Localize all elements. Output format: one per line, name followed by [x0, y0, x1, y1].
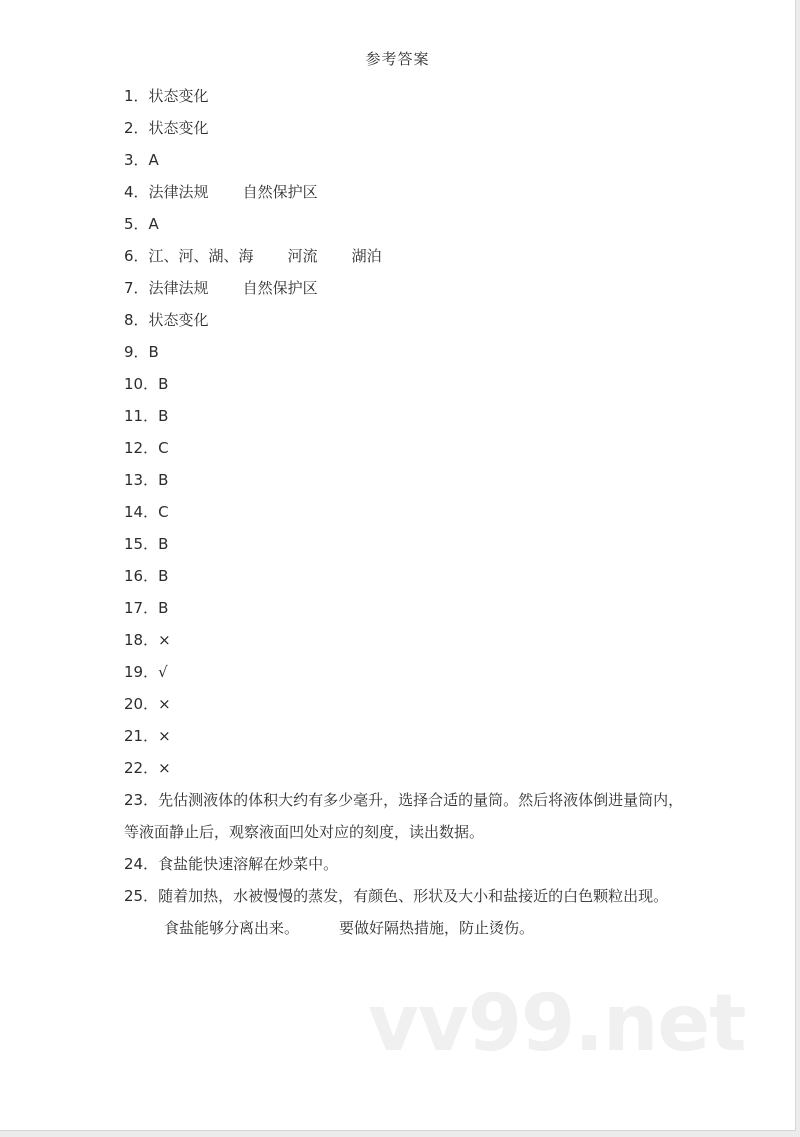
- answer-text-part: 河流: [287, 247, 318, 265]
- answer-text: A: [148, 151, 159, 169]
- answer-number: 1．: [124, 87, 149, 105]
- answer-text-part: 江、河、湖、海: [148, 247, 254, 265]
- answer-item-20: [124, 688, 684, 720]
- answer-text: 状态变化: [148, 311, 209, 329]
- answer-item-23: [124, 784, 684, 848]
- answer-list: [124, 80, 684, 944]
- answer-item-17: [124, 592, 684, 624]
- answer-item-24: [124, 848, 684, 880]
- cross-mark-icon: ×: [158, 631, 171, 649]
- answer-number: 25．: [124, 887, 159, 905]
- cross-mark-icon: ×: [158, 727, 171, 745]
- answer-number: 18．: [124, 631, 159, 649]
- watermark: vv99.net: [368, 979, 746, 1069]
- page-title: 参考答案: [365, 50, 430, 68]
- answer-item-6: [124, 240, 684, 272]
- answer-item-8: [124, 304, 684, 336]
- answer-number: 5．: [124, 215, 149, 233]
- answer-number: 12．: [124, 439, 159, 457]
- answer-text: B: [158, 375, 169, 393]
- answer-text: B: [158, 471, 169, 489]
- answer-text-part: 自然保护区: [242, 183, 318, 201]
- answer-text: B: [158, 407, 169, 425]
- answer-item-12: [124, 432, 684, 464]
- answer-item-13: [124, 464, 684, 496]
- answer-text: B: [158, 567, 169, 585]
- answer-number: 23．: [124, 791, 159, 809]
- answer-item-19: [124, 656, 684, 688]
- answer-item-10: [124, 368, 684, 400]
- cross-mark-icon: ×: [158, 695, 171, 713]
- cross-mark-icon: ×: [158, 759, 171, 777]
- answer-number: 2．: [124, 119, 149, 137]
- answer-item-4: [124, 176, 684, 208]
- answer-item-3: [124, 144, 684, 176]
- answer-text-part: 要做好隔热措施，防止烫伤。: [339, 919, 535, 937]
- page-edge: [0, 1131, 800, 1137]
- answer-number: 16．: [124, 567, 159, 585]
- answer-item-2: [124, 112, 684, 144]
- answer-item-16: [124, 560, 684, 592]
- answer-text: 状态变化: [148, 87, 209, 105]
- answer-number: 6．: [124, 247, 149, 265]
- answer-text: B: [158, 535, 169, 553]
- answer-item-11: [124, 400, 684, 432]
- answer-number: 4．: [124, 183, 149, 201]
- answer-number: 15．: [124, 535, 159, 553]
- answer-number: 17．: [124, 599, 159, 617]
- answer-item-1: [124, 80, 684, 112]
- answer-item-21: [124, 720, 684, 752]
- answer-number: 7．: [124, 279, 149, 297]
- answer-text-part: 法律法规: [148, 279, 209, 297]
- answer-item-9: [124, 336, 684, 368]
- answer-text: C: [158, 503, 169, 521]
- check-mark-icon: √: [158, 663, 168, 681]
- answer-text: 食盐能快速溶解在炒菜中。: [158, 855, 339, 873]
- answer-number: 9．: [124, 343, 149, 361]
- answer-item-25: [124, 880, 684, 944]
- answer-number: 14．: [124, 503, 159, 521]
- answer-item-14: [124, 496, 684, 528]
- answer-number: 8．: [124, 311, 149, 329]
- answer-number: 10．: [124, 375, 159, 393]
- answer-number: 3．: [124, 151, 149, 169]
- answer-text: A: [148, 215, 159, 233]
- answer-number: 19．: [124, 663, 159, 681]
- answer-number: 21．: [124, 727, 159, 745]
- answer-item-7: [124, 272, 684, 304]
- answer-number: 13．: [124, 471, 159, 489]
- answer-number: 22．: [124, 759, 159, 777]
- answer-text-part: 法律法规: [148, 183, 209, 201]
- answer-text-part: 自然保护区: [242, 279, 318, 297]
- answer-text-part: 食盐能够分离出来。: [164, 919, 300, 937]
- answer-item-15: [124, 528, 684, 560]
- answer-number: 20．: [124, 695, 159, 713]
- answer-number: 11．: [124, 407, 159, 425]
- answer-text: 状态变化: [148, 119, 209, 137]
- answer-text: C: [158, 439, 169, 457]
- answer-item-22: [124, 752, 684, 784]
- answer-text-part: 随着加热，水被慢慢的蒸发，有颜色、形状及大小和盐接近的白色颗粒出现。: [158, 887, 669, 905]
- answer-text-part: 湖泊: [351, 247, 382, 265]
- answer-item-18: [124, 624, 684, 656]
- answer-text: B: [158, 599, 169, 617]
- answer-item-5: [124, 208, 684, 240]
- answer-number: 24．: [124, 855, 159, 873]
- answer-text: 先估测液体的体积大约有多少毫升，选择合适的量筒。然后将液体倒进量筒内，等液面静止后，观察液面凹处对应的刻度，读出数据。: [124, 791, 684, 841]
- answer-text: B: [148, 343, 159, 361]
